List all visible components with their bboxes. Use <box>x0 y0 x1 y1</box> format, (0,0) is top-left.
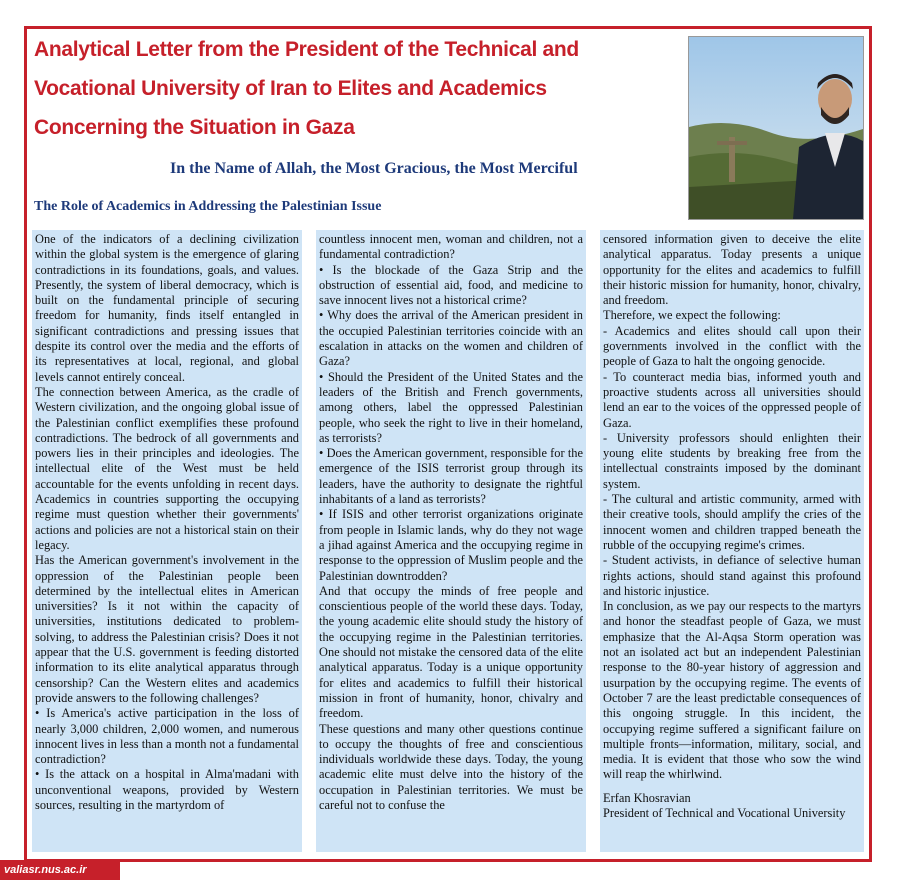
paragraph: - Academics and elites should call upon their governments involved in the conflict with the people of Gaza to halt the ongoing genocide. <box>603 323 861 369</box>
basmala-heading: In the Name of Allah, the Most Gracious, the Most Merciful <box>170 160 578 177</box>
paragraph: • Should the President of the United States and the leaders of the British and French governments, among others, label the oppressed Palestinian people, who seek the right to live in their homeland, as terrorists? <box>319 369 583 445</box>
signature-name: Erfan Khosravian <box>603 790 691 805</box>
paragraph: These questions and many other questions continue to occupy the thoughts of free and conscientious individuals worldwide these days. Today, the young academic elite must delve into the history of the occupation in Palestinian territories. We must be careful not to confuse the <box>319 721 583 812</box>
text-column-3 <box>600 230 864 852</box>
paragraph: - To counteract media bias, informed youth and proactive students across all universities should lend an ear to the voices of the oppressed people of Gaza. <box>603 369 861 430</box>
paragraph: • If ISIS and other terrorist organizations originate from people in Islamic lands, why do they not wage a jihad against America and the occupying regime in response to the oppression of Muslim people and the Palestinian downtrodden? <box>319 507 583 583</box>
paragraph: One of the indicators of a declining civilization within the global system is the emergence of glaring contradictions in its foundations, goals, and values. Presently, the system of liberal democracy, which is built on the fundamental principle of securing freedom for humanity, finds itself entangled in significant contradictions and pressing issues that despite its control over the media and the efforts of its representatives at local, regional, and global levels cannot entirely conceal. <box>35 232 299 384</box>
paragraph: - Student activists, in defiance of selective human rights actions, should stand against this profound and historic injustice. <box>603 553 861 598</box>
text-column-2 <box>316 230 586 852</box>
paragraph: • Is the blockade of the Gaza Strip and the obstruction of essential aid, food, and medicine to save innocent lives not a historical crime? <box>319 262 583 308</box>
signature-position: President of Technical and Vocational University <box>603 805 846 820</box>
source-url-tag: valiasr.nus.ac.ir <box>0 860 120 880</box>
paragraph: - University professors should enlighten their young elite students by breaking free from the intellectual constraints imposed by the dominant system. <box>603 430 861 491</box>
paragraph: countless innocent men, woman and children, not a fundamental contradiction? <box>319 232 583 262</box>
paragraph: censored information given to deceive the elite analytical apparatus. Today presents a unique opportunity for the elites and academics to fulfill their historic mission for humanity, honor, chivalry, and freedom. <box>603 232 861 308</box>
author-photo <box>688 36 864 220</box>
title-line: Vocational University of Iran to Elites and Academics <box>34 77 547 100</box>
title-line: Concerning the Situation in Gaza <box>34 116 355 139</box>
section-subtitle: The Role of Academics in Addressing the Palestinian Issue <box>34 199 382 214</box>
paragraph: The connection between America, as the cradle of Western civilization, and the ongoing global issue of the Palestinian conflict exemplifies these profound contradictions. The bedrock of all governments and powers lies in their principles and ideologies. The intellectual elite of the West must be held accountable for the events unfolding in recent days. Academics in countries supporting the occupying regime must question whether their governments' actions and policies are not a historical stain on their legacy. <box>35 384 299 552</box>
paragraph: • Why does the arrival of the American president in the occupied Palestinian territories coincide with an escalation in attacks on the women and children of Gaza? <box>319 308 583 369</box>
paragraph: Therefore, we expect the following: <box>603 308 781 323</box>
paragraph: • Does the American government, responsible for the emergence of the ISIS terrorist group through its leaders, have the authority to designate the rightful inhabitants of a land as terrorists? <box>319 446 583 507</box>
paragraph: • Is the attack on a hospital in Alma'madani with unconventional weapons, provided by Western sources, resulting in the martyrdom of <box>35 767 299 812</box>
paragraph: Has the American government's involvement in the oppression of the Palestinian people been determined by the intellectual elites in American universities? Is it not within the capacity of universities, institutions dedicated to problem-solving, to address the Palestinian crisis? Does it not appear that the U.S. government is feeding distorted information to its elite analytical apparatus through censorship? Can the Western elites and academics provide answers to the following challenges? <box>35 553 299 705</box>
article-title <box>34 30 674 147</box>
paragraph: • Is America's active participation in the loss of nearly 3,000 children, 2,000 women, and numerous innocent lives in less than a month not a fundamental contradiction? <box>35 706 299 767</box>
paragraph: - The cultural and artistic community, armed with their creative tools, should amplify the cries of the innocent women and children trapped beneath the rubble of the occupying regime's crimes. <box>603 492 861 552</box>
paragraph: And that occupy the minds of free people and conscientious people of the world these days. Today, the young academic elite should study the history of the occupying regime in the Palestinian territories. One should not mistake the censored data of the elite analytical apparatus. Today is a unique opportunity for elites and academics to fulfill their historical mission in front of humanity, honor, chivalry and freedom. <box>319 583 583 721</box>
paragraph: In conclusion, as we pay our respects to the martyrs and honor the steadfast people of Gaza, we must emphasize that the Al-Aqsa Storm operation was not an isolated act but an independent Palestinian response to the 80-year history of aggression and usurpation by the occupying regime. The events of October 7 are the least predictable consequences of this ongoing struggle. In this incident, the occupying regime suffered a significant failure on multiple fronts—information, military, social, and media. It is evident that those who sow the wind will reap the whirlwind. <box>603 599 861 782</box>
title-line: Analytical Letter from the President of the Technical and <box>34 38 579 61</box>
text-column-1 <box>32 230 302 852</box>
